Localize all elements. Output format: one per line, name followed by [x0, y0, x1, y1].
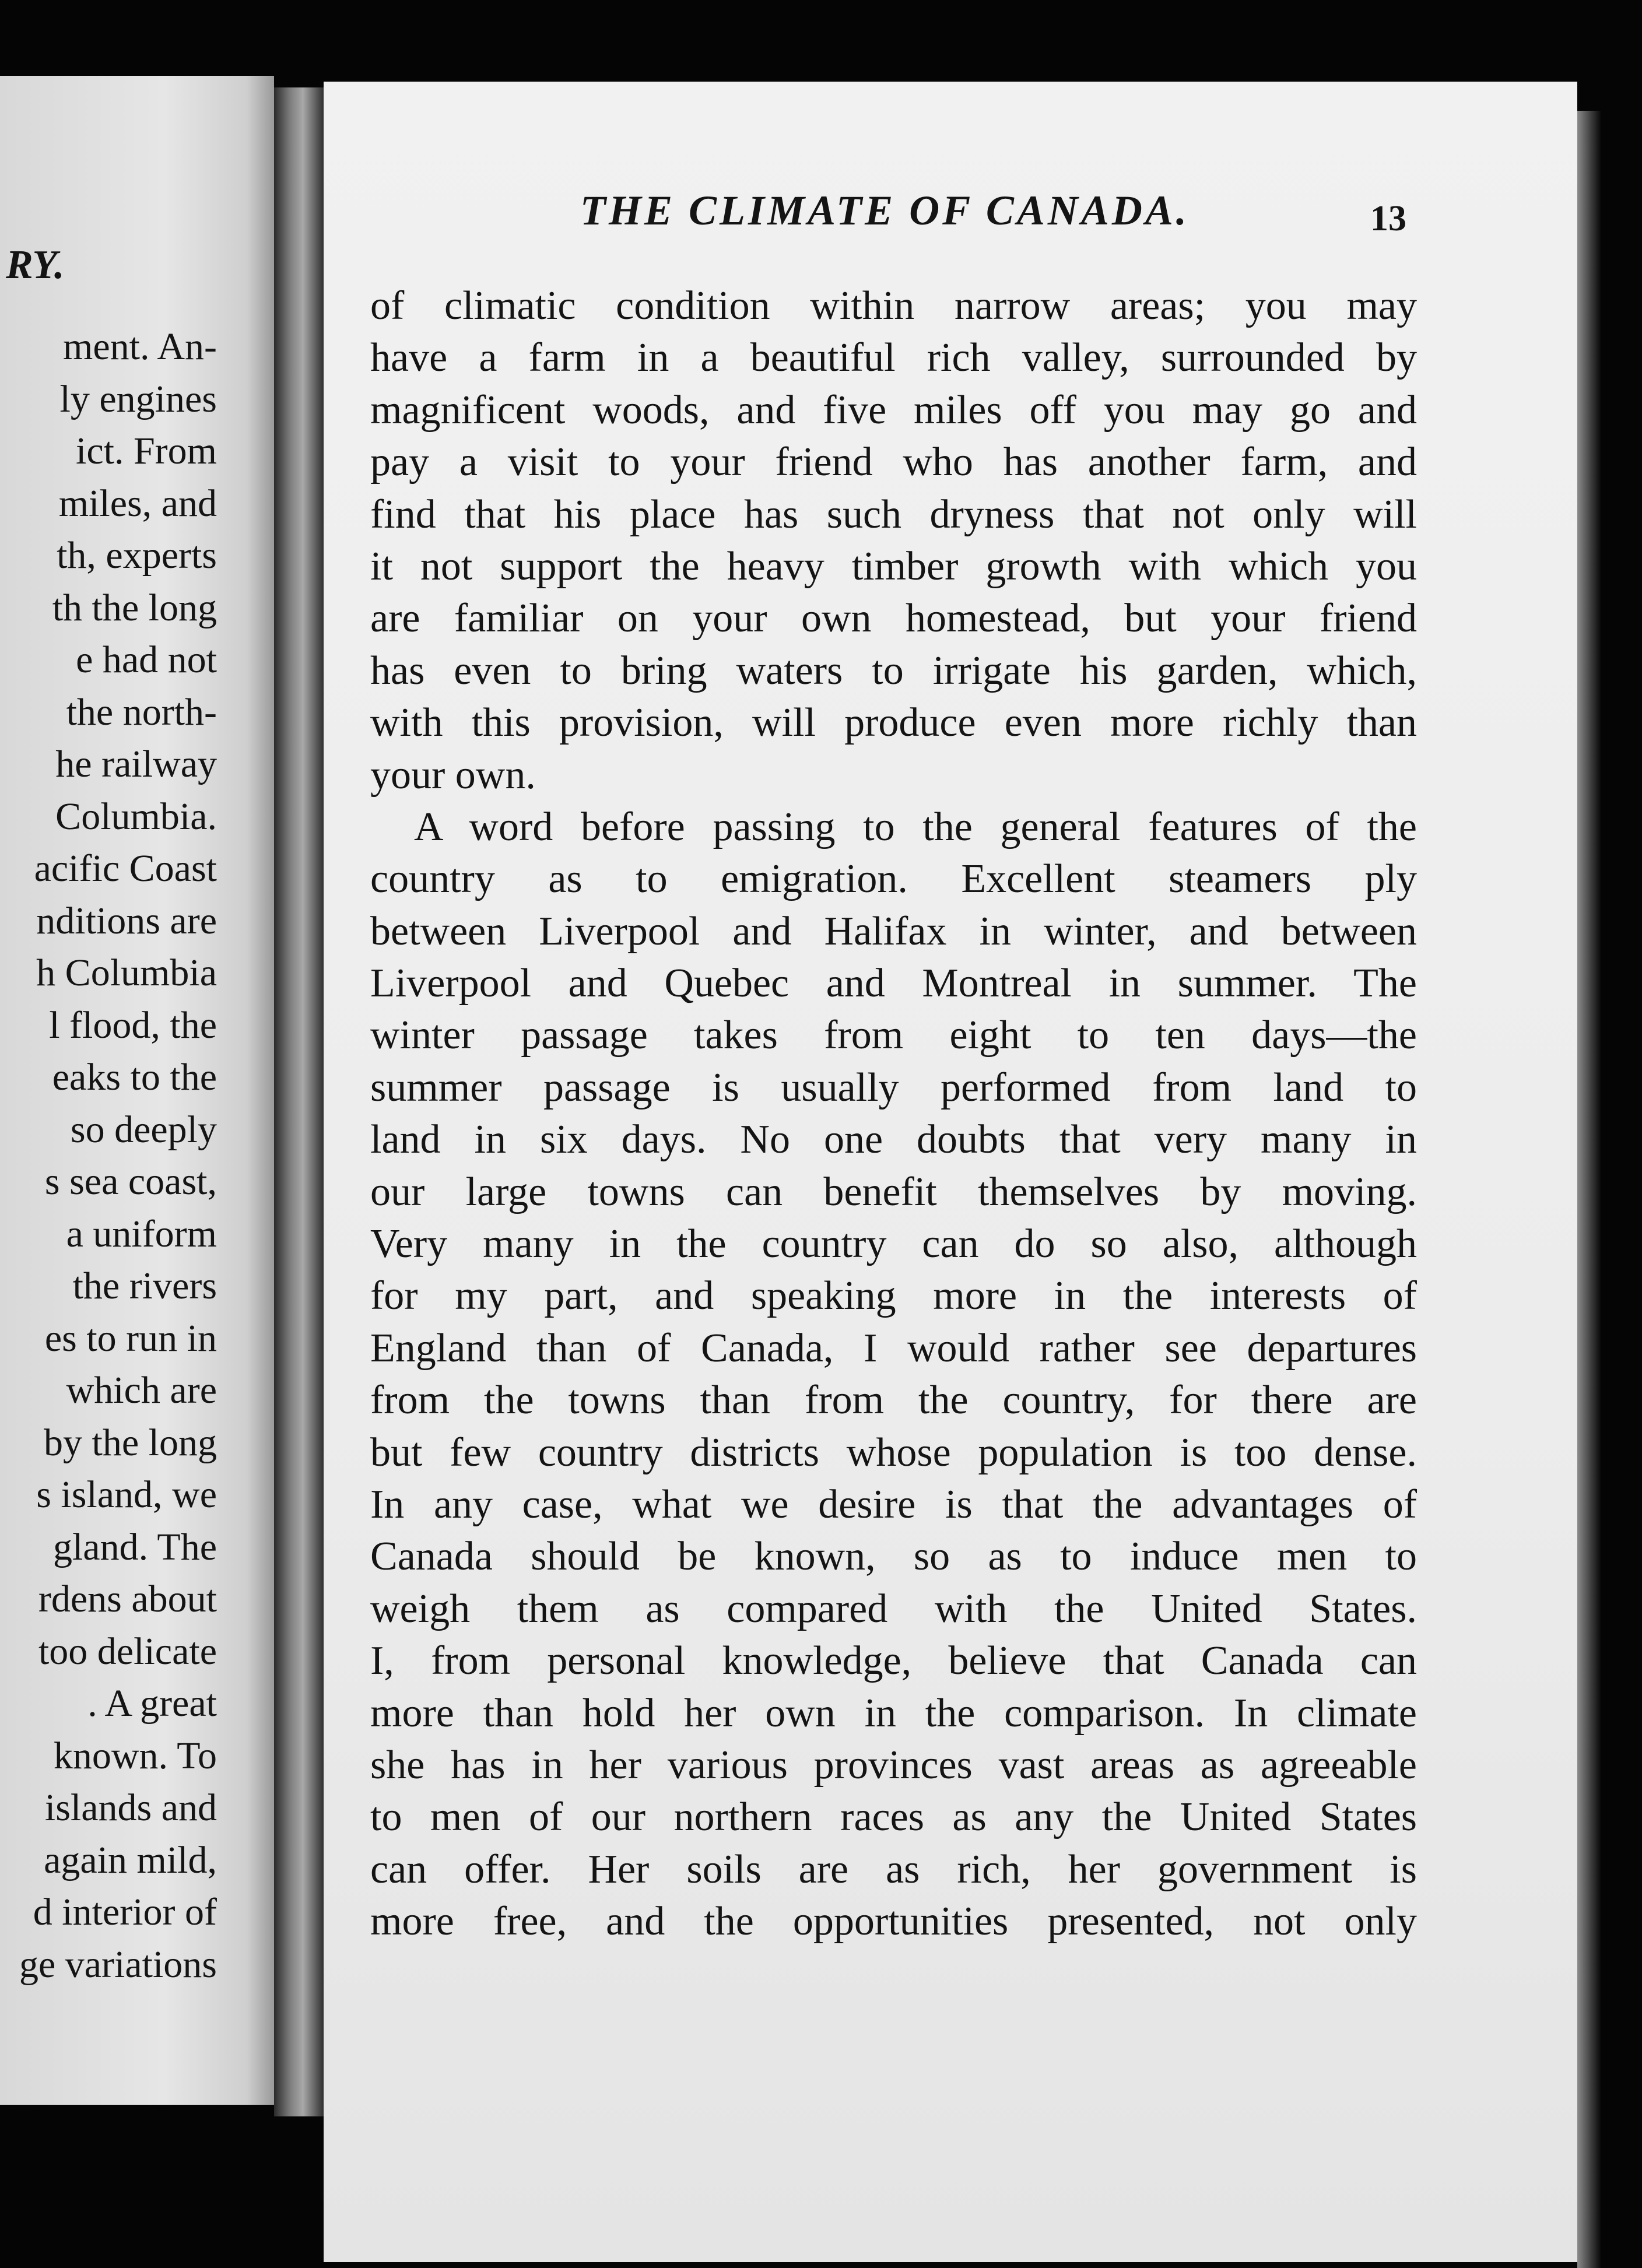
text-line: Liverpool and Quebec and Montreal in summer. The [370, 961, 1417, 1006]
text-line: it not support the heavy timber growth with which you [370, 543, 1417, 589]
text-line: I, from personal knowledge, believe that Canada can [370, 1638, 1417, 1684]
text-line: Canada should be known, so as to induce men to [370, 1534, 1417, 1579]
left-text-line: the rivers [72, 1265, 217, 1307]
left-text-line: d interior of [33, 1891, 217, 1933]
text-line: she has in her various provinces vast areas as agreeable [370, 1742, 1417, 1788]
book-gutter [274, 87, 327, 2116]
left-text-line: ict. From [76, 430, 217, 472]
left-text-line: Columbia. [55, 795, 217, 838]
left-text-line: a uniform [66, 1212, 217, 1255]
text-line: weigh them as compared with the United States. [370, 1586, 1417, 1631]
paragraph-start-line: A word before passing to the general features of the [414, 804, 1417, 849]
text-line: but few country districts whose population is too dense. [370, 1430, 1417, 1475]
text-line: for my part, and speaking more in the interests of [370, 1273, 1417, 1319]
left-facing-page [0, 76, 274, 2105]
running-head: THE CLIMATE OF CANADA. [580, 187, 1190, 234]
paragraph-end-line: your own. [370, 752, 536, 798]
left-text-line: s sea coast, [44, 1160, 217, 1203]
left-text-line: e had not [76, 638, 217, 681]
text-line: magnificent woods, and five miles off you may go and [370, 387, 1417, 433]
left-text-line: ge variations [19, 1943, 217, 1986]
text-line: are familiar on your own homestead, but your friend [370, 596, 1417, 641]
left-text-line: too delicate [38, 1630, 217, 1673]
left-text-line: by the long [44, 1421, 217, 1464]
left-text-line: nditions are [36, 899, 217, 942]
text-line: have a farm in a beautiful rich valley, surrounded by [370, 335, 1417, 381]
text-line: find that his place has such dryness that not only will [370, 491, 1417, 537]
left-text-line: so deeply [70, 1108, 217, 1151]
left-page-running-head: RY. [6, 243, 65, 287]
text-line: winter passage takes from eight to ten days—the [370, 1013, 1417, 1058]
left-text-line: the north- [66, 690, 217, 733]
left-text-line: th the long [52, 586, 217, 629]
right-page-edge [1577, 111, 1601, 2268]
text-line: has even to bring waters to irrigate his garden, which, [370, 648, 1417, 693]
text-line: summer passage is usually performed from land to [370, 1065, 1417, 1110]
text-line: more free, and the opportunities presented, not only [370, 1899, 1417, 1944]
text-line: In any case, what we desire is that the advantages of [370, 1481, 1417, 1527]
left-text-line: he railway [55, 743, 217, 785]
left-text-line: es to run in [44, 1316, 217, 1360]
left-text-line: known. To [53, 1734, 217, 1777]
left-text-line: eaks to the [52, 1056, 217, 1098]
text-line: country as to emigration. Excellent steamers ply [370, 856, 1417, 902]
text-line: pay a visit to your friend who has another farm, and [370, 440, 1417, 485]
left-text-line: l flood, the [49, 1003, 217, 1047]
text-line: more than hold her own in the comparison. In climate [370, 1690, 1417, 1736]
text-line: our large towns can benefit themselves by moving. [370, 1169, 1417, 1214]
text-line: of climatic condition within narrow areas; you may [370, 283, 1417, 328]
text-line: Very many in the country can do so also, although [370, 1221, 1417, 1267]
left-page-text [0, 321, 217, 1990]
text-line: land in six days. No one doubts that very many in [370, 1117, 1417, 1163]
left-text-line: again mild, [44, 1838, 217, 1881]
text-line: England than of Canada, I would rather see departures [370, 1325, 1417, 1371]
page-number: 13 [1370, 199, 1406, 238]
left-text-line: h Columbia [36, 952, 217, 994]
left-text-line: which are [66, 1369, 217, 1412]
text-line: between Liverpool and Halifax in winter, and between [370, 908, 1417, 954]
left-text-line: ly engines [59, 377, 217, 420]
left-text-line: miles, and [58, 482, 217, 525]
text-line: to men of our northern races as any the United States [370, 1795, 1417, 1840]
left-text-line: gland. The [52, 1525, 217, 1568]
left-text-line: islands and [44, 1786, 217, 1829]
left-text-line: acific Coast [34, 847, 217, 890]
left-text-line: . A great [87, 1682, 217, 1725]
left-text-line: s island, we [36, 1473, 217, 1516]
left-text-line: ment. An- [63, 325, 217, 368]
text-line: with this provision, will produce even more richly than [370, 700, 1417, 746]
text-line: from the towns than from the country, for there are [370, 1378, 1417, 1423]
page-body-text [370, 280, 1417, 1948]
left-text-line: th, experts [57, 534, 217, 577]
text-line: can offer. Her soils are as rich, her government is [370, 1846, 1417, 1892]
left-text-line: rdens about [38, 1578, 217, 1620]
